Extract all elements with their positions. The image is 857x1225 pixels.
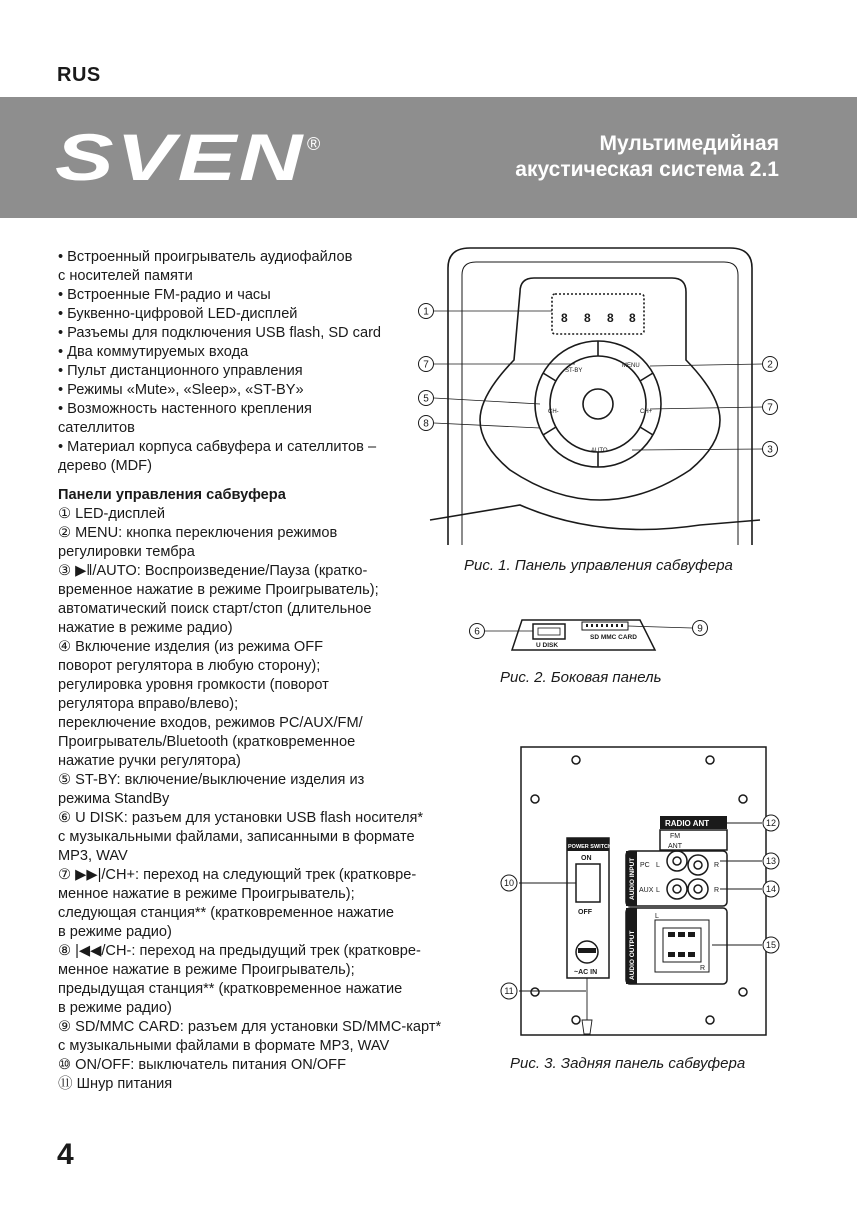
feature-line: • Пульт дистанционного управления	[58, 363, 303, 379]
figure-1-control-panel	[410, 240, 790, 560]
label-menu: MENU	[622, 363, 640, 369]
label-on: ON	[581, 855, 592, 862]
description-line: регулировки тембра	[58, 544, 195, 560]
callout-number: 10	[503, 878, 515, 888]
callout-number: 2	[767, 359, 773, 371]
description-line: ⑧ |◀◀/CH-: переход на предыдущий трек (кратковре-	[58, 943, 421, 959]
label-aux-right: R	[714, 887, 720, 894]
description-line: ⑪ Шнур питания	[58, 1076, 173, 1092]
callout-number: 3	[767, 444, 773, 456]
description-line: режима StandBy	[58, 791, 170, 807]
label-radio-ant: RADIO ANT	[665, 819, 710, 828]
display-digit: 8	[561, 311, 568, 325]
callout-number: 7	[767, 402, 773, 414]
description-line: предыдущая станция** (кратковременное нажатие	[58, 981, 403, 997]
label-fm: FM	[670, 833, 681, 840]
callout-number: 5	[423, 393, 429, 405]
label-audio-input: AUDIO INPUT	[629, 857, 636, 900]
description-line: поворот регулятора в любую сторону);	[58, 658, 321, 674]
description-line: ⑦ ▶▶|/CH+: переход на следующий трек (кратковре-	[58, 867, 417, 883]
description-line: регулятора вправо/влево);	[58, 696, 239, 712]
callout-number: 7	[423, 359, 429, 371]
description-line: с музыкальными файлами, записанными в формате	[58, 829, 415, 845]
description-line: автоматический поиск старт/стоп (длительное	[58, 601, 372, 617]
label-pc-right: R	[714, 862, 720, 869]
feature-line: • Буквенно-цифровой LED-дисплей	[58, 306, 298, 322]
figure-2-caption: Рис. 2. Боковая панель	[500, 669, 662, 686]
page-number: 4	[57, 1138, 74, 1171]
description-line: в режиме радио)	[58, 1000, 172, 1016]
description-line: переключение входов, режимов PC/AUX/FM/	[58, 715, 363, 731]
label-ant: ANT	[668, 843, 682, 850]
description-line: в режиме радио)	[58, 924, 172, 940]
description-line: временное нажатие в режиме Проигрыватель);	[58, 582, 379, 598]
label-aux: AUX	[639, 887, 654, 894]
description-line: ④ Включение изделия (из режима OFF	[58, 639, 324, 655]
label-ac-in: ~AC IN	[574, 969, 598, 976]
brand-logo-text: SVEN	[55, 128, 305, 188]
callout-number: 1	[423, 306, 429, 318]
feature-line: сателлитов	[58, 420, 135, 436]
description-line: Проигрыватель/Bluetooth (кратковременное	[58, 734, 356, 750]
description-line: ⑨ SD/MMC CARD: разъем для установки SD/MMC-карт*	[58, 1019, 442, 1035]
figure-3-rear-panel	[495, 745, 790, 1045]
callout-number: 15	[765, 940, 777, 950]
description-line: ⑤ ST-BY: включение/выключение изделия из	[58, 772, 365, 788]
label-ch-plus: CH+	[640, 409, 653, 415]
display-digit: 8	[584, 311, 591, 325]
feature-line: • Возможность настенного крепления	[58, 401, 312, 417]
description-line: с музыкальными файлами в формате MP3, WAV	[58, 1038, 390, 1054]
label-audio-output: AUDIO OUTPUT	[629, 930, 636, 980]
feature-line: • Встроенный проигрыватель аудиофайлов	[58, 249, 353, 265]
title-line-1: Мультимедийная	[599, 132, 779, 155]
description-list	[58, 505, 478, 1094]
figure-1-caption: Рис. 1. Панель управления сабвуфера	[464, 557, 733, 574]
feature-line: • Два коммутируемых входа	[58, 344, 249, 360]
label-aux-left: L	[656, 887, 660, 894]
callout-number: 12	[765, 818, 777, 828]
description-line: ① LED-дисплей	[58, 506, 166, 522]
description-line: менное нажатие в режиме Проигрыватель);	[58, 962, 355, 978]
description-line: следующая станция** (кратковременное нажатие	[58, 905, 394, 921]
label-off: OFF	[578, 909, 592, 916]
description-line: ⑥ U DISK: разъем для установки USB flash носителя*	[58, 810, 424, 826]
page-title	[515, 131, 779, 183]
feature-line: • Разъемы для подключения USB flash, SD card	[58, 325, 382, 341]
description-line: нажатие ручки регулятора)	[58, 753, 241, 769]
label-sd-card: SD MMC CARD	[590, 634, 637, 641]
label-out-left: L	[655, 913, 659, 920]
panel-heading: Панели управления сабвуфера	[58, 487, 286, 503]
feature-line: • Режимы «Mute», «Sleep», «ST-BY»	[58, 382, 304, 398]
display-digit: 8	[607, 311, 614, 325]
callout-number: 8	[423, 418, 429, 430]
language-label: RUS	[57, 64, 101, 86]
description-line: нажатие в режиме радио)	[58, 620, 233, 636]
description-line: MP3, WAV	[58, 848, 128, 864]
feature-line: • Материал корпуса сабвуфера и сателлитов –	[58, 439, 377, 455]
description-line: менное нажатие в режиме Проигрыватель);	[58, 886, 355, 902]
feature-line: • Встроенные FM-радио и часы	[58, 287, 271, 303]
callout-number: 6	[474, 626, 480, 638]
label-auto: AUTO	[591, 448, 608, 454]
label-out-right: R	[700, 965, 706, 972]
figure-2-side-panel	[465, 612, 715, 657]
label-ch-minus: CH-	[548, 409, 559, 415]
sven-logo	[55, 128, 345, 188]
feature-line: дерево (MDF)	[58, 458, 152, 474]
callout-number: 14	[765, 884, 777, 894]
callout-number: 11	[504, 986, 514, 996]
label-power-switch: POWER SWITCH	[568, 844, 612, 850]
feature-line: с носителей памяти	[58, 268, 193, 284]
callout-number: 13	[765, 856, 777, 866]
label-pc: PC	[640, 862, 650, 869]
display-digit: 8	[629, 311, 636, 325]
label-stby: ST-BY	[565, 368, 583, 374]
figure-3-caption: Рис. 3. Задняя панель сабвуфера	[510, 1055, 746, 1072]
title-line-2: акустическая система 2.1	[515, 158, 779, 181]
label-udisk: U DISK	[536, 642, 559, 649]
description-line: ⑩ ON/OFF: выключатель питания ON/OFF	[58, 1057, 347, 1073]
label-pc-left: L	[656, 862, 660, 869]
description-line: ② MENU: кнопка переключения режимов	[58, 525, 338, 541]
callout-number: 9	[697, 623, 703, 635]
registered-mark: ®	[307, 134, 321, 154]
description-line: регулировка уровня громкости (поворот	[58, 677, 329, 693]
description-line: ③ ▶‖/AUTO: Воспроизведение/Пауза (кратко-	[58, 563, 368, 579]
